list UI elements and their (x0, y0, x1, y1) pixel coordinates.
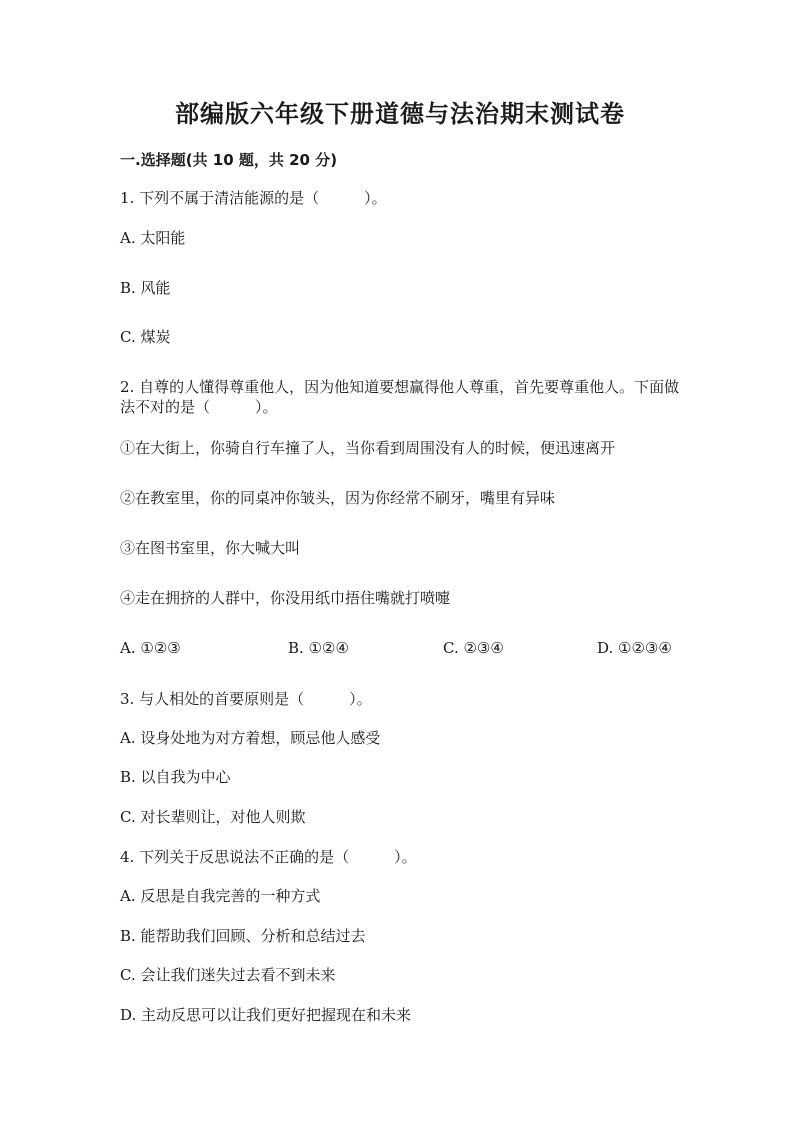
question-3-option-a: A. 设身处地为对方着想，顾忌他人感受 (120, 729, 381, 747)
question-2-option-d: D. ①②③④ (597, 639, 672, 657)
section-heading: 一.选择题(共 10 题，共 20 分) (120, 151, 338, 169)
question-3-option-c: C. 对长辈则让，对他人则欺 (120, 808, 306, 826)
question-1-option-a: A. 太阳能 (120, 229, 186, 247)
page-title: 部编版六年级下册道德与法治期末测试卷 (175, 100, 625, 128)
question-4-option-c: C. 会让我们迷失过去看不到未来 (120, 966, 336, 984)
question-2-option-b: B. ①②④ (288, 639, 349, 657)
question-2-item-1: ①在大街上，你骑自行车撞了人，当你看到周围没有人的时候，便迅速离开 (120, 439, 616, 457)
question-1-option-b: B. 风能 (120, 279, 171, 297)
question-2-stem: 2. 自尊的人懂得尊重他人，因为他知道要想赢得他人尊重，首先要尊重他人。下面做法不对的是（ ）。 (120, 378, 680, 416)
question-1-stem: 1. 下列不属于清洁能源的是（ ）。 (120, 189, 387, 207)
question-2-item-4: ④走在拥挤的人群中，你没用纸巾捂住嘴就打喷嚏 (120, 589, 451, 607)
question-1-option-c: C. 煤炭 (120, 328, 171, 346)
question-3-stem: 3. 与人相处的首要原则是（ ）。 (120, 690, 372, 708)
question-2-item-2: ②在教室里，你的同桌冲你皱头，因为你经常不刷牙，嘴里有异味 (120, 489, 556, 507)
question-3-option-b: B. 以自我为中心 (120, 768, 231, 786)
question-4-option-b: B. 能帮助我们回顾、分析和总结过去 (120, 927, 366, 945)
question-2-option-a: A. ①②③ (120, 639, 181, 657)
question-4-stem: 4. 下列关于反思说法不正确的是（ ）。 (120, 848, 417, 866)
question-4-option-a: A. 反思是自我完善的一种方式 (120, 887, 321, 905)
question-2-option-c: C. ②③④ (443, 639, 504, 657)
question-4-option-d: D. 主动反思可以让我们更好把握现在和未来 (120, 1006, 412, 1024)
question-2-item-3: ③在图书室里，你大喊大叫 (120, 539, 301, 557)
